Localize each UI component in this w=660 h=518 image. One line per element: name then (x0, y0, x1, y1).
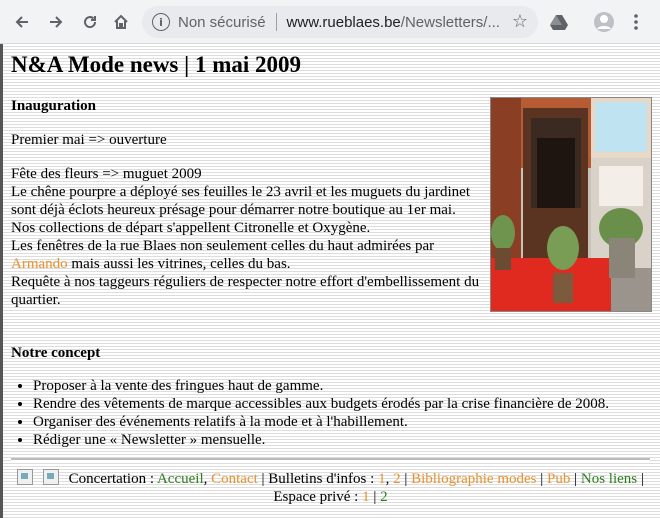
home-icon[interactable] (107, 8, 135, 36)
url-host: www.rueblaes.be (286, 13, 401, 31)
inauguration-heading: Inauguration (11, 98, 97, 114)
page-title: N&A Mode news | 1 mai 2009 (11, 52, 301, 77)
pub-link[interactable]: Pub (547, 471, 571, 487)
reload-icon[interactable] (76, 8, 104, 36)
drive-icon[interactable] (545, 8, 573, 36)
bulletin-1-link[interactable]: 1 (378, 471, 386, 487)
list-item: • Organiser des événements relatifs à la mode et à l'habillement. (33, 413, 660, 431)
inauguration-line: Requête à nos taggeurs réguliers de respecter notre effort d'embellissement du quartier. (11, 274, 480, 308)
back-icon[interactable] (8, 8, 36, 36)
omnibox-divider (276, 13, 277, 31)
list-item: • Proposer à la vente des fringues haut de gamme. (33, 377, 660, 395)
contact-link[interactable]: Contact (211, 471, 258, 487)
footer-comma: , (203, 471, 208, 487)
forward-icon[interactable] (42, 8, 70, 36)
espace-1-link[interactable]: 1 (362, 489, 370, 505)
armando-link[interactable]: Armando (11, 256, 68, 272)
inauguration-text: mais aussi les vitrines, celles du bas. (71, 256, 291, 272)
browser-toolbar (0, 0, 660, 44)
page-content (0, 44, 660, 518)
nos-liens-link[interactable]: Nos liens (580, 471, 638, 487)
list-item: • Rendre des vêtements de marque accessibles aux budgets érodés par la crise financière de 2008. (33, 395, 660, 413)
concept-heading: Notre concept (11, 345, 101, 361)
url-path: /Newsletters/... (400, 13, 500, 31)
footer-pipe: | (373, 489, 377, 505)
page-left-border (0, 44, 3, 518)
accueil-link[interactable]: Accueil (156, 471, 204, 487)
inauguration-line (11, 237, 481, 273)
footer-comma: , (385, 471, 390, 487)
espace-label: | Espace privé : (273, 471, 644, 505)
shop-front-photo (490, 97, 652, 312)
star-icon[interactable]: ☆ (511, 11, 528, 32)
inauguration-line: Premier mai => ouverture (11, 132, 167, 148)
broken-image-icon (17, 469, 33, 485)
inauguration-line: Fête des fleurs => muguet 2009 (11, 166, 202, 182)
espace-2-link[interactable]: 2 (380, 489, 388, 505)
menu-icon[interactable] (622, 8, 650, 36)
footer-nav (11, 469, 650, 506)
security-label: Non sécurisé (178, 13, 266, 31)
footer-divider (11, 458, 650, 461)
bulletin-2-link[interactable]: 2 (393, 471, 401, 487)
inauguration-line: Nos collections de départ s'appellent Citronelle et Oxygène. (11, 220, 371, 236)
bibliographie-link[interactable]: Bibliographie modes (411, 471, 537, 487)
footer-pipe: | (540, 471, 544, 487)
inauguration-line: Le chêne pourpre a déployé ses feuilles le 23 avril et les muguets du jardinet sont déjà éclots heureux présage pour démarrer notre boutique au 1er mai. (11, 184, 471, 218)
footer-pipe: | (574, 471, 578, 487)
inauguration-text: Les fenêtres de la rue Blaes non seulement celles du haut admirées par (11, 238, 435, 254)
concertation-label: Concertation : (68, 471, 155, 487)
account-icon[interactable] (590, 8, 618, 36)
concept-list (11, 377, 660, 449)
inauguration-section (11, 97, 481, 309)
address-bar[interactable] (142, 6, 538, 38)
footer-pipe: | (404, 471, 408, 487)
info-icon[interactable]: i (152, 13, 170, 31)
broken-image-icon (43, 469, 59, 485)
list-item: • Rédiger une « Newsletter » mensuelle. (33, 431, 660, 449)
bulletins-label: | Bulletins d'infos : (261, 471, 375, 487)
